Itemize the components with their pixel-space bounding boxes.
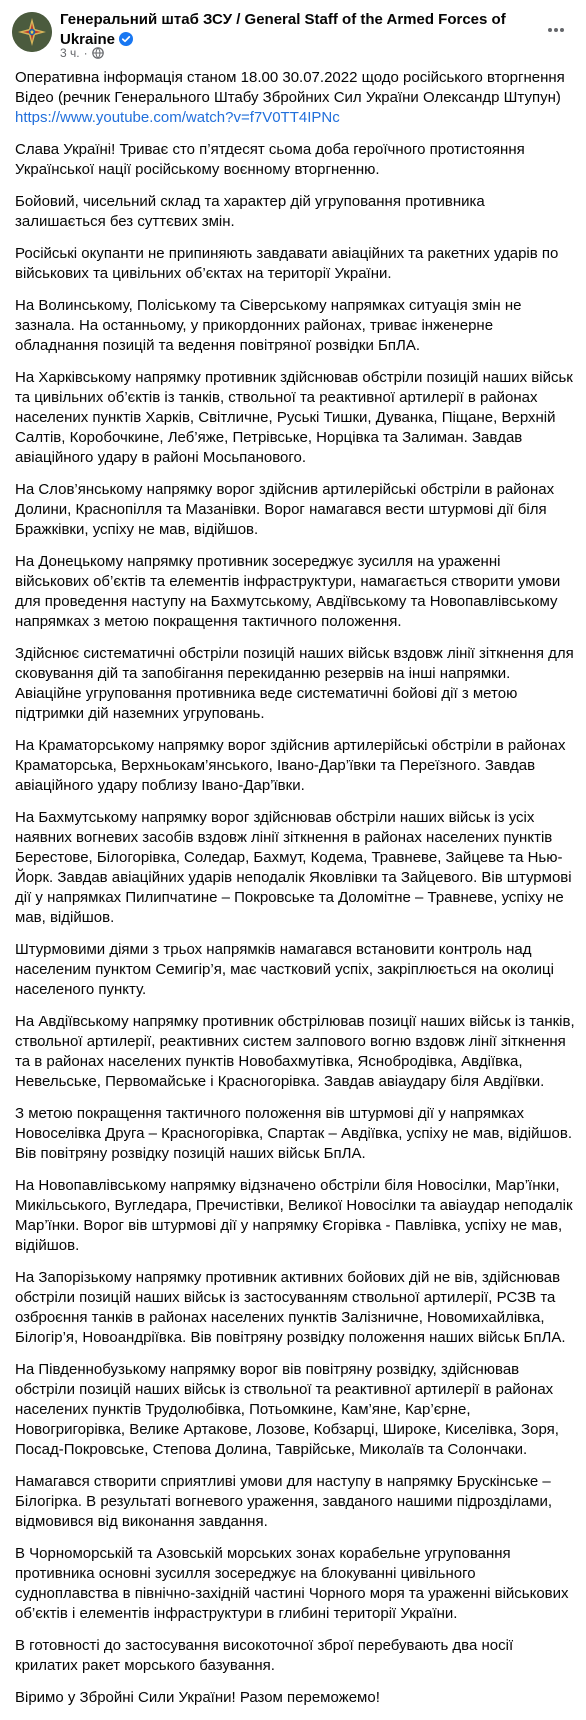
- post-timestamp[interactable]: 3 ч.: [60, 46, 80, 60]
- post-paragraph: Бойовий, чисельний склад та характер дій угруповання противника залишається без суттєвих змін.: [15, 193, 485, 230]
- intro-text: Оперативна інформація станом 18.00 30.07.2022 щодо російського вторгнення Відео (речник Генерального Штабу Збройних Сил України Олександр Штупун): [15, 69, 565, 106]
- post-paragraph: Штурмовими діями з трьох напрямків намагався встановити контроль над населеним пунктом Семигір’я, має частковий успіх, закріплюється на околиці населеного пункту.: [15, 941, 554, 998]
- intro-paragraph: [15, 68, 575, 128]
- globe-icon[interactable]: [92, 47, 104, 59]
- page-name[interactable]: [60, 10, 520, 50]
- post-body: [15, 68, 575, 1720]
- post-paragraph: Віримо у Збройні Сили України! Разом переможемо!: [15, 1689, 380, 1706]
- post-meta: [60, 45, 104, 61]
- post-paragraph: Намагався створити сприятливі умови для наступу в напрямку Брускінське – Білогірка. В результаті вогневого ураження, завданого нашими підрозділами, відмовився від виконання завдання.: [15, 1473, 553, 1530]
- post-paragraph: На Новопавлівському напрямку відзначено обстріли біля Новосілки, Мар’їнки, Микільського, Вугледара, Пречистівки, Великої Новосілки та авіаудар неподалік Мар’їнки. Ворог вів штурмові дії у напрямку Єгорівка - Павлівка, успіху не мав, відійшов.: [15, 1177, 573, 1254]
- more-options-icon: [546, 20, 566, 40]
- general-staff-emblem-icon: [12, 12, 52, 52]
- post-paragraph: В Чорноморській та Азовській морських зонах корабельне угруповання противника основні зусилля зосереджує на блокуванні цивільного судноплавства в північно-західній частині Чорного моря та ураженні військових об’єктів і елементів інфраструктури в глибині території України.: [15, 1545, 569, 1622]
- video-link[interactable]: https://www.youtube.com/watch?v=f7V0TT4IPNc: [15, 109, 340, 126]
- post-paragraph: На Південнобузькому напрямку ворог вів повітряну розвідку, здійснював обстріли позицій наших військ із ствольної та реактивної артилерії в районах населених пунктів Трудолюбівка, Потьомкине, Кам’яне, Кар’єрне, Новогригорівка, Велике Артакове, Лозове, Кобзарці, Широке, Киселівка, Зоря, Посад-Покровське, Степова Долина, Таврійське, Миколаїв та Солончаки.: [15, 1361, 559, 1458]
- post-paragraph: Слава Україні! Триває сто п’ятдесят сьома доба героїчного протистояння Української нації російському воєнному вторгненню.: [15, 141, 525, 178]
- page-name-text[interactable]: Генеральний штаб ЗСУ / General Staff of the Armed Forces of Ukraine: [60, 11, 506, 48]
- post-paragraph: З метою покращення тактичного положення вів штурмові дії у напрямках Новоселівка Друга – Красногорівка, Спартак – Авдіївка, успіху не мав, відійшов. Вів повітряну розвідку позицій наших військ БпЛА.: [15, 1105, 573, 1162]
- page-avatar[interactable]: [12, 12, 52, 52]
- post-paragraph: На Бахмутському напрямку ворог здійснював обстріли наших військ із усіх наявних вогневих засобів вздовж лінії зіткнення в районах населених пунктів Берестове, Білогорівка, Соледар, Бахмут, Кодема, Травневе, Зайцеве та Нью-Йорк. Завдав авіаційних ударів неподалік Яковлівки та Зайцевого. Вів штурмові дії у напрямках Пилипчатине – Покровське та Доломітне – Травневе, успіху не мав, відійшов.: [15, 809, 572, 926]
- more-options-button[interactable]: [538, 12, 574, 48]
- post-paragraph: На Авдіївському напрямку противник обстрілював позиції наших військ із танків, ствольної артилерії, реактивних систем залпового вогню вздовж лінії зіткнення та в районах населених пунктів Новобахмутівка, Яснобродівка, Авдіївка, Невельське, Первомайське і Красногорівка. Завдав авіаудару біля Авдіївки.: [15, 1013, 575, 1090]
- verified-badge-icon: [119, 32, 133, 46]
- meta-separator: ·: [83, 46, 88, 60]
- post-paragraph: Здійснює систематичні обстріли позицій наших військ вздовж лінії зіткнення для сковування дій та запобігання перекиданню резервів на інші напрямки. Авіаційне угруповання противника веде систематичні бойові дії з метою підтримки дій наземних угруповань.: [15, 645, 574, 722]
- post-paragraph: Російські окупанти не припиняють завдавати авіаційних та ракетних ударів по військових та цивільних об’єктах на території України.: [15, 245, 559, 282]
- post-paragraph: На Слов’янському напрямку ворог здійснив артилерійські обстріли в районах Долини, Краснопілля та Мазанівки. Ворог намагався вести штурмові дії біля Бражківки, успіху не мав, відійшов.: [15, 481, 555, 538]
- post-paragraph: На Волинському, Поліському та Сіверському напрямках ситуація змін не зазнала. На останньому, у прикордонних районах, триває інженерне обладнання позицій та ведення повітряної розвідки БпЛА.: [15, 297, 522, 354]
- post-paragraph: На Донецькому напрямку противник зосереджує зусилля на ураженні військових об’єктів та елементів інфраструктури, намагається створити умови для проведення наступу на Бахмутському, Авдіївському та Новопавлівському напрямках з метою покращення тактичного положення.: [15, 553, 561, 630]
- post-paragraph: На Харківському напрямку противник здійснював обстріли позицій наших військ та цивільних об’єктів із танків, ствольної та реактивної артилерії в районах населених пунктів Харків, Світличне, Руські Тишки, Дуванка, Піщане, Верхній Салтів, Коробочкине, Леб’яже, Петрівське, Норцівка та Залиман. Завдав авіаційного удару в районі Мосьпанового.: [15, 369, 573, 466]
- post-paragraph: На Запорізькому напрямку противник активних бойових дій не вів, здійснював обстріли позицій наших військ із застосуванням ствольної артилерії, РСЗВ та озброєння танків в районах населених пунктів Залізничне, Новомихайлівка, Білогір’я, Новоандріївка. Вів повітряну розвідку положення наших військ БпЛА.: [15, 1269, 566, 1346]
- post-header: [0, 0, 586, 62]
- post-paragraph: В готовності до застосування високоточної зброї перебувають два носії крилатих ракет морського базування.: [15, 1637, 514, 1674]
- post-paragraph: На Краматорському напрямку ворог здійснив артилерійські обстріли в районах Краматорська, Верхньокам’янського, Івано-Дар’ївки та Переїзного. Завдав авіаційного удару поблизу Івано-Дар’ївки.: [15, 737, 566, 794]
